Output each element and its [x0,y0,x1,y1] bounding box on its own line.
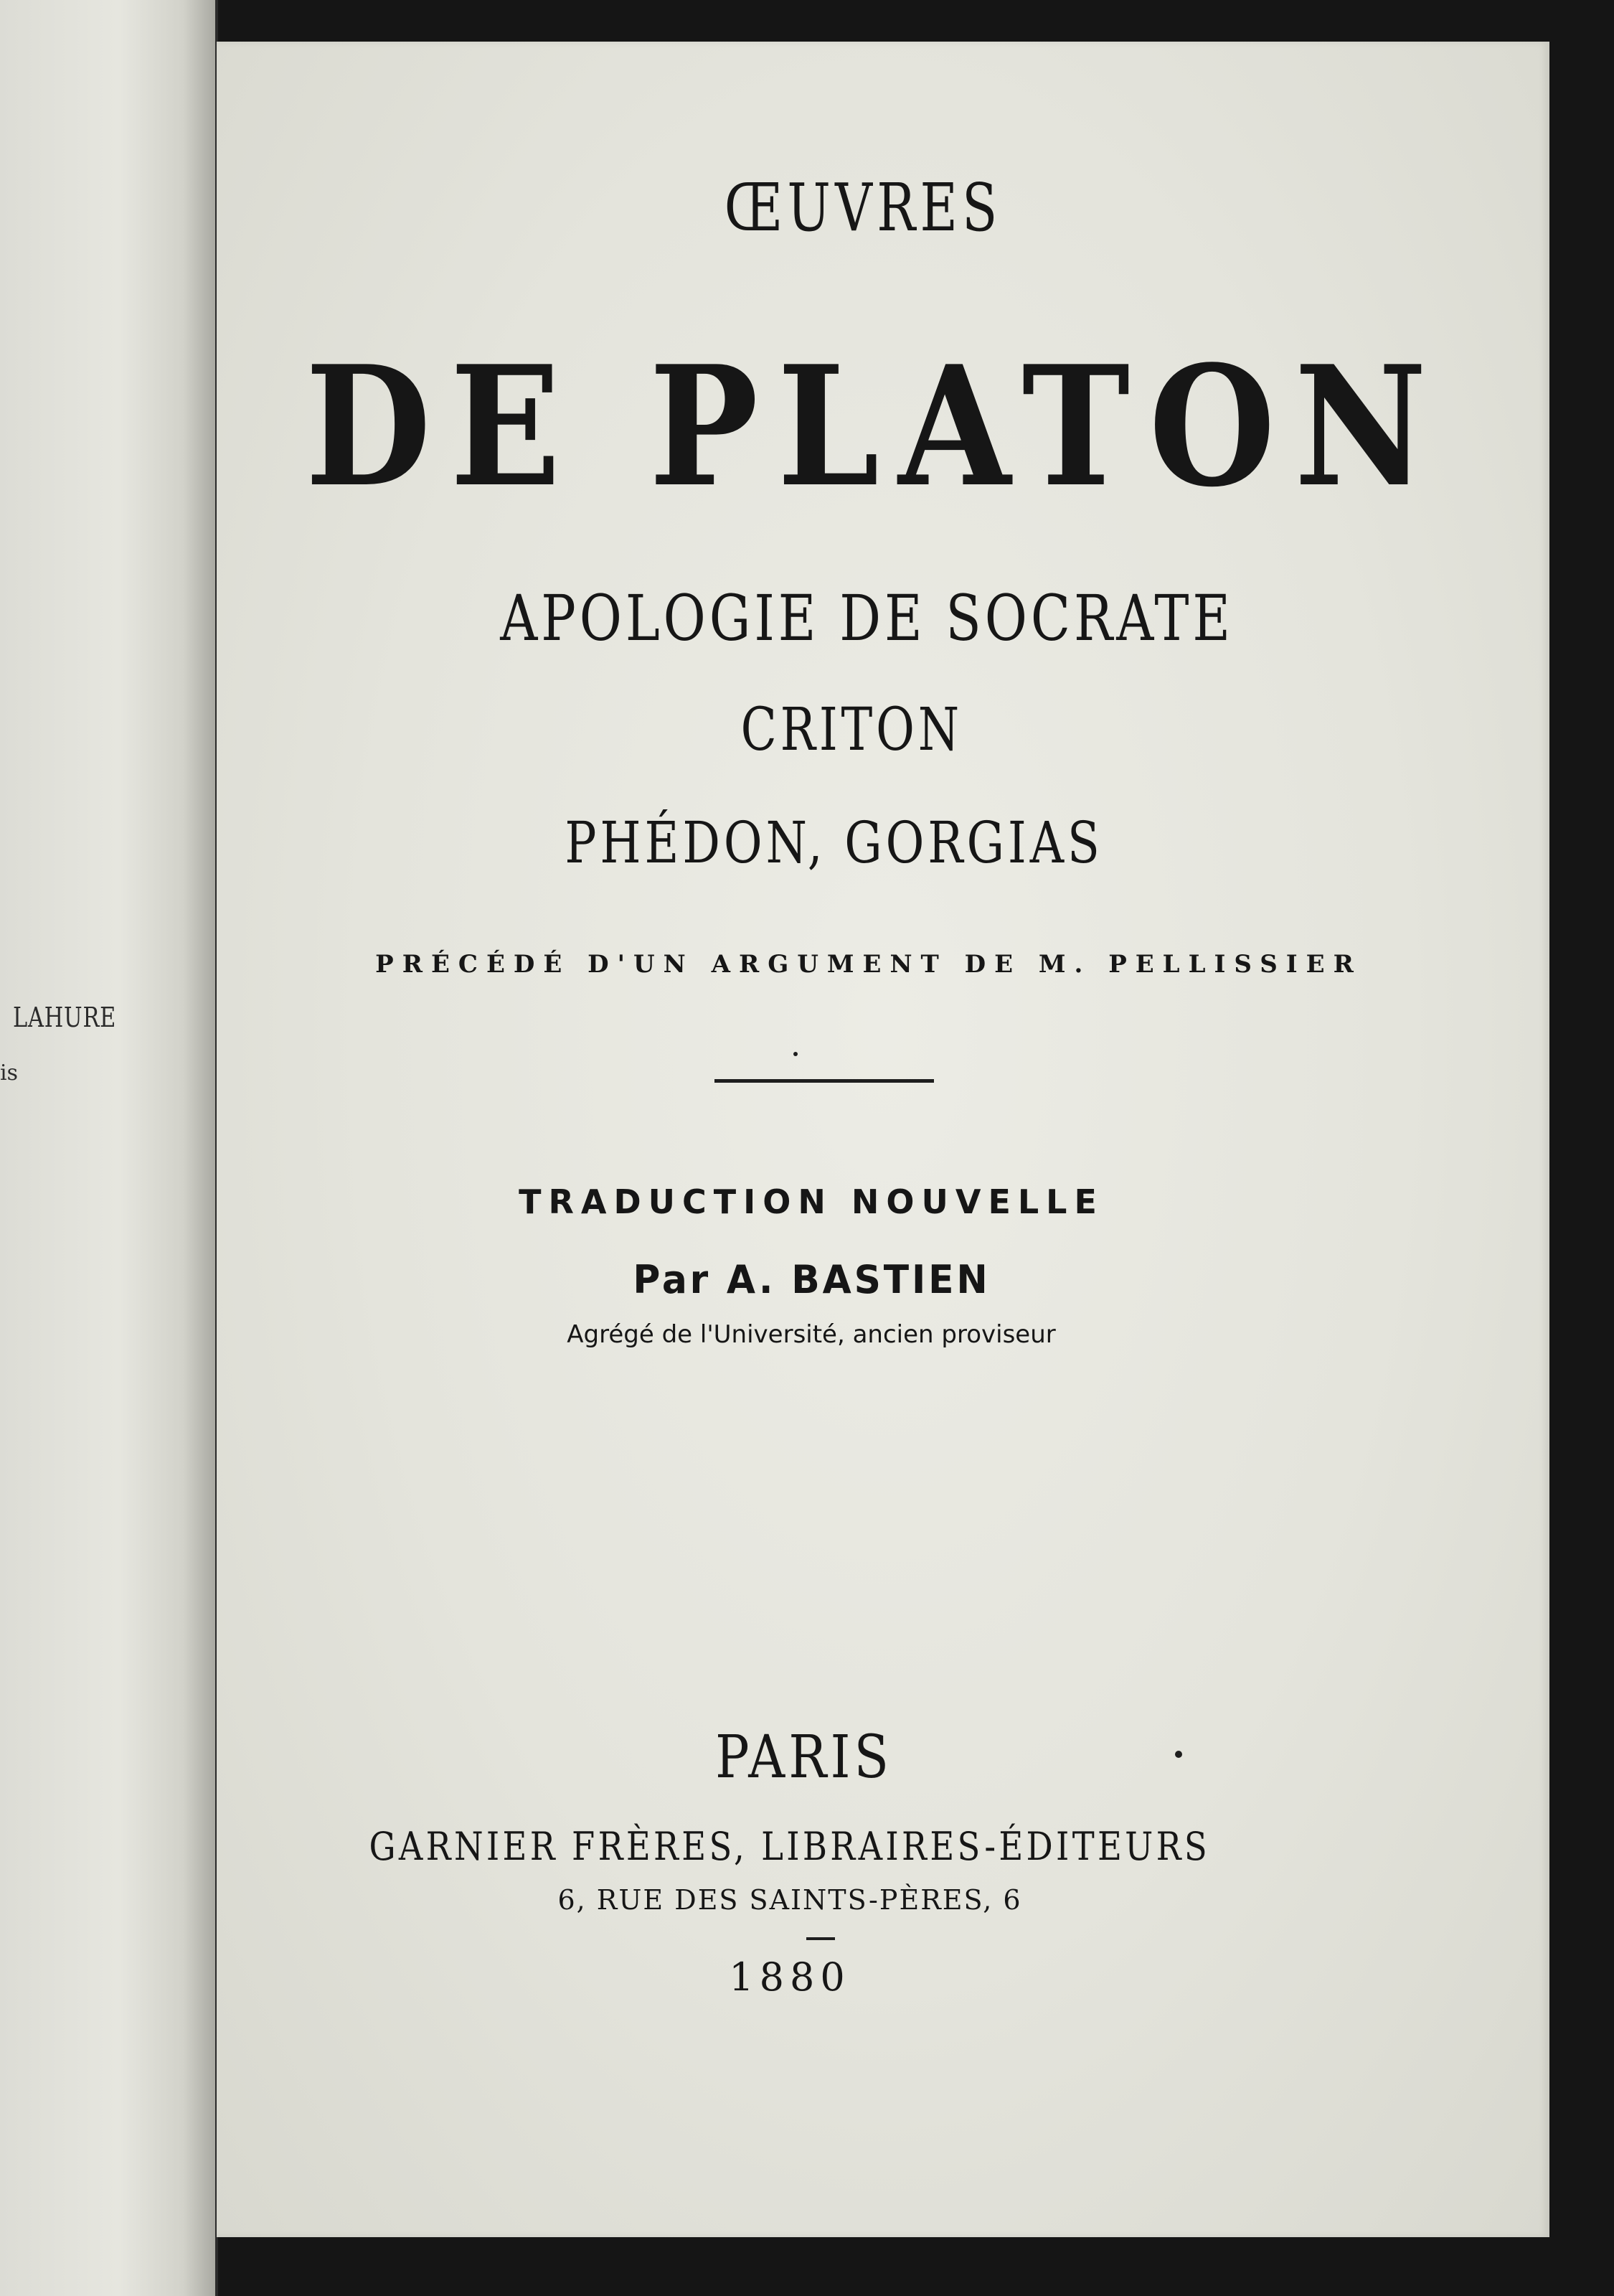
work-title-text: PHÉDON, GORGIAS [565,809,1104,876]
publisher-address [123,1884,1456,1916]
publisher-name [123,1824,1456,1869]
short-divider-rule [806,1937,835,1940]
divider-rule [714,1079,934,1083]
left-page-text-fragment: LAHURE [13,1002,117,1033]
main-title [209,330,1542,524]
preface-note-text: PRÉCÉDÉ D'UN ARGUMENT DE M. PELLISSIER [375,950,1362,979]
work-title [185,696,1518,764]
publication-year-text: 1880 [729,1954,851,2000]
work-title [201,581,1534,655]
left-page-text-fragment: is [0,1060,18,1086]
translator-name-text: Par A. BASTIEN [632,1257,991,1302]
translator-name [145,1257,1478,1302]
left-facing-page [0,0,218,2296]
work-title [168,809,1501,876]
ink-speck [793,1052,798,1056]
ink-speck [1175,1751,1182,1758]
translator-title [145,1320,1478,1349]
translation-note [145,1182,1478,1221]
series-title-text: ŒUVRES [724,169,1002,246]
imprint-city [138,1723,1471,1792]
main-title-text: DE PLATON [305,330,1447,524]
work-title-text: CRITON [740,696,963,764]
series-title [197,169,1529,246]
imprint-city-text: PARIS [715,1723,893,1792]
publisher-address-text: 6, RUE DES SAINTS-PÈRES, 6 [557,1884,1022,1916]
translator-title-text: Agrégé de l'Université, ancien proviseur [567,1320,1056,1349]
work-title-text: APOLOGIE DE SOCRATE [500,581,1235,655]
translation-note-text: TRADUCTION NOUVELLE [519,1182,1104,1221]
preface-note [202,950,1535,979]
title-page [217,42,1549,2237]
publication-year [123,1954,1456,2000]
publisher-name-text: GARNIER FRÈRES, LIBRAIRES-ÉDITEURS [369,1824,1211,1869]
